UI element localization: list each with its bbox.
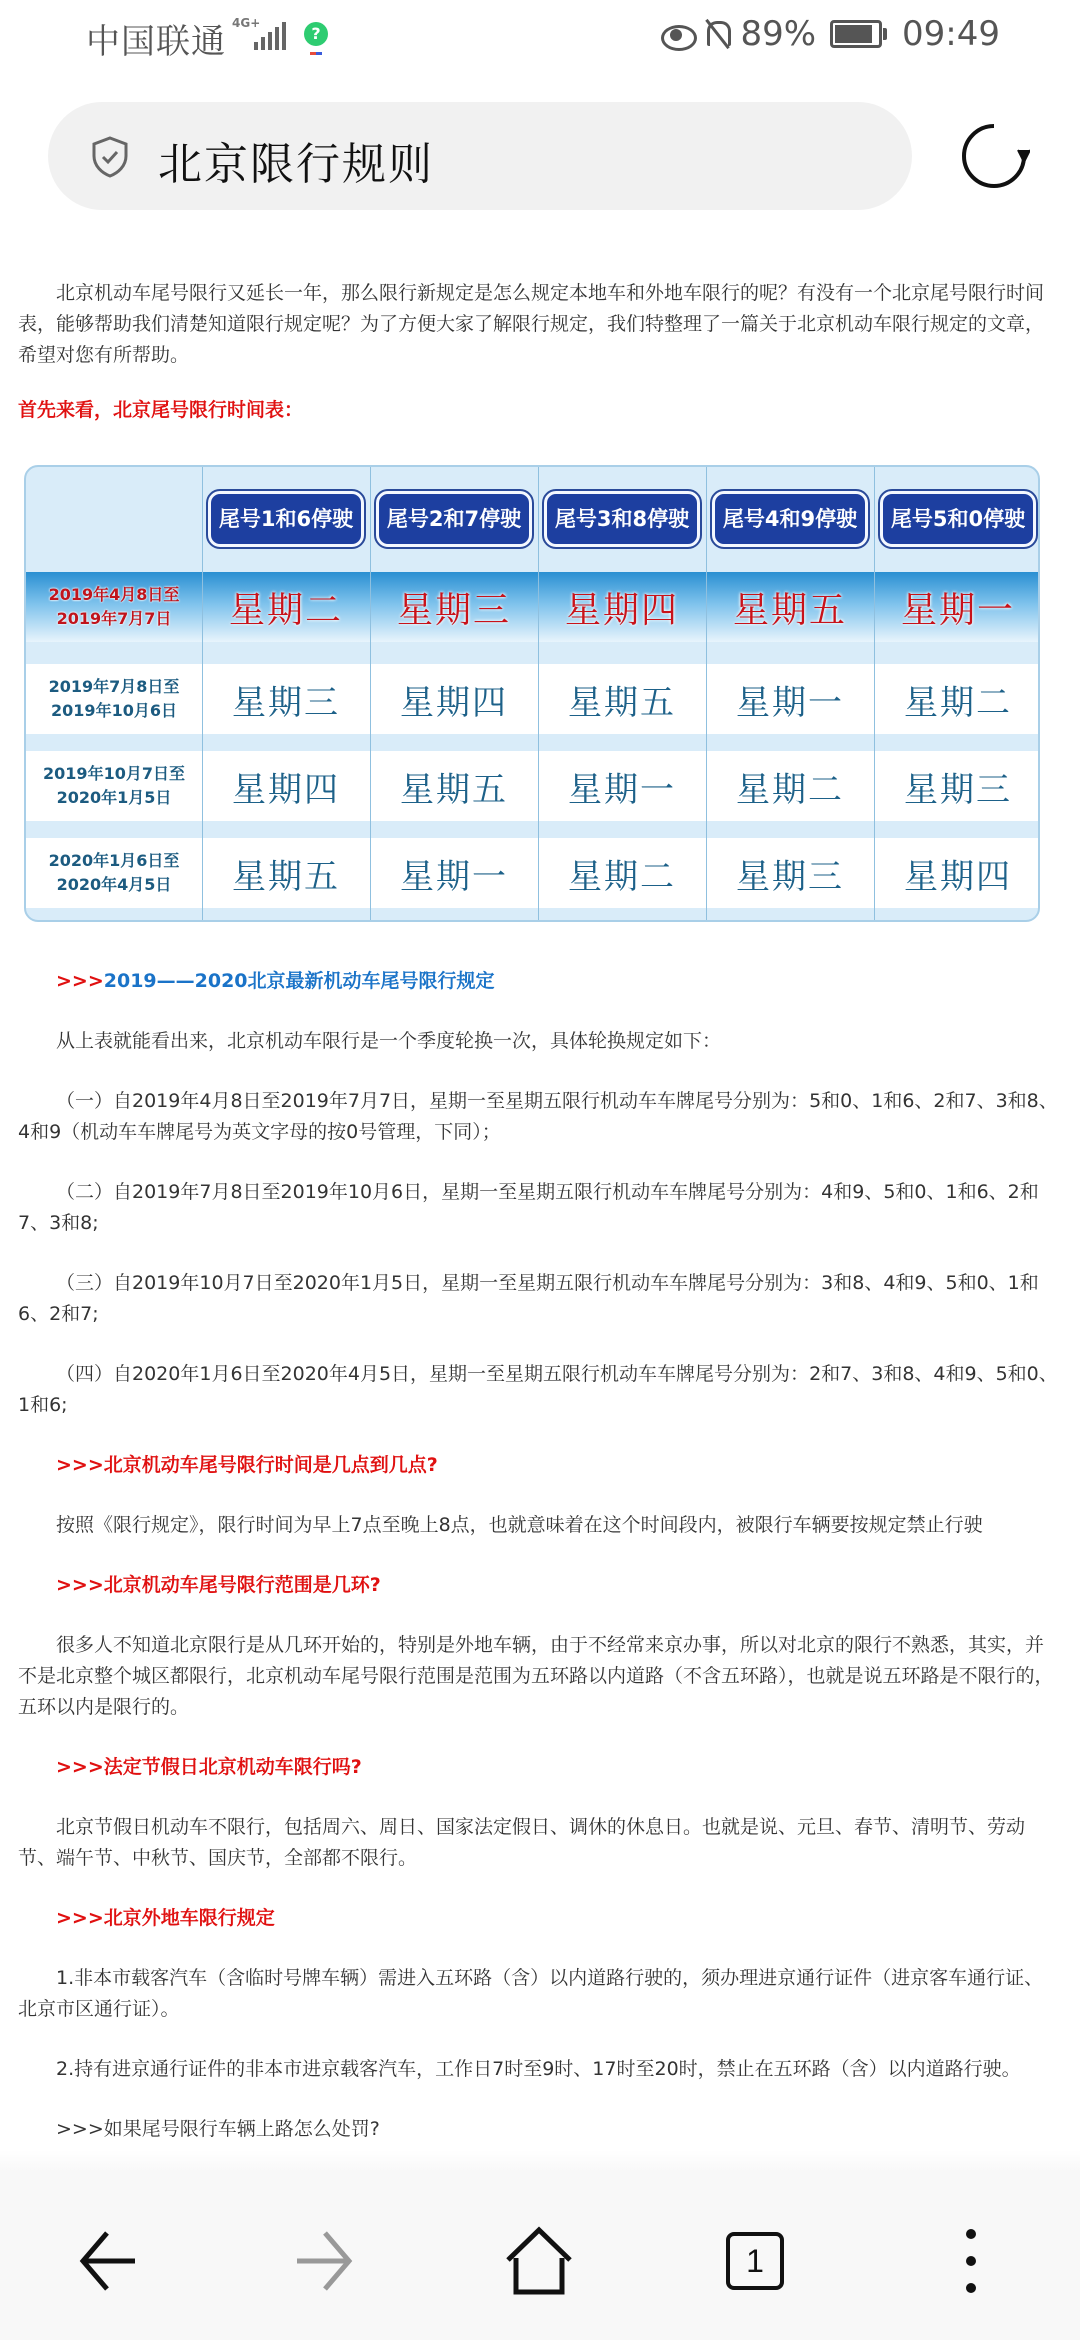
browser-bottom-nav: [0, 2172, 1080, 2340]
header-plate-5-0: 尾号5和0停驶: [880, 491, 1036, 547]
shield-check-icon: [90, 136, 130, 178]
forward-button[interactable]: [278, 2216, 368, 2306]
menu-button[interactable]: [926, 2216, 1016, 2306]
carrier-name: 中国联通: [86, 22, 226, 62]
home-icon: [504, 2226, 574, 2296]
arrow-left-icon: [77, 2229, 141, 2293]
restriction-schedule-table: [24, 465, 1040, 922]
day-cell: 星期一: [400, 856, 508, 897]
day-cell: 星期三: [904, 769, 1012, 810]
tabs-button[interactable]: [710, 2216, 800, 2306]
section-lead: 从上表就能看出来，北京机动车限行是一个季度轮换一次，具体轮换规定如下：: [56, 1030, 722, 1052]
back-button[interactable]: [64, 2216, 154, 2306]
section-body: 按照《限行规定》，限行时间为早上7点至晚上8点，也就意味着在这个时间段内，被限行车辆要按规定禁止行驶: [56, 1514, 983, 1536]
date-range: 2020年1月6日至 2020年4月5日: [48, 851, 180, 894]
battery-percent: 89%: [740, 14, 817, 54]
intro-paragraph: 北京机动车尾号限行又延长一年，那么限行新规定是怎么规定本地车和外地车限行的呢？有没有一个北京尾号限行时间表，能够帮助我们清楚知道限行规定呢？为了方便大家了解限行规定，我们特整理了一篇关于北京机动车限行规定的文章，希望对您有所帮助。: [18, 282, 1045, 366]
section-heading-holidays: >>>法定节假日北京机动车限行吗?: [56, 1756, 362, 1778]
rule-item: 1.非本市载客汽车（含临时号牌车辆）需进入五环路（含）以内道路行驶的，须办理进京通行证件（进京客车通行证、北京市区通行证）。: [18, 1967, 1044, 2020]
date-range: 2019年7月8日至 2019年10月6日: [48, 677, 180, 720]
rule-item: （三）自2019年10月7日至2020年1月5日，星期一至星期五限行机动车车牌尾号分别为：3和8、4和9、5和0、1和6、2和7;: [18, 1272, 1039, 1325]
section-heading-nonlocal: >>>北京外地车限行规定: [56, 1907, 275, 1929]
day-cell: 星期一: [900, 589, 1015, 631]
header-plate-1-6: 尾号1和6停驶: [208, 491, 364, 547]
table-row: [26, 664, 1040, 734]
day-cell: 星期四: [232, 769, 340, 810]
section-heading-latest-rules: >>>2019——2020北京最新机动车尾号限行规定: [56, 970, 495, 992]
date-range: 2019年4月8日至 2019年7月7日: [48, 585, 180, 628]
table-row: [26, 838, 1040, 908]
more-vertical-icon: [961, 2226, 981, 2296]
header-plate-3-8: 尾号3和8停驶: [544, 491, 700, 547]
signal-strength-icon: [232, 18, 292, 52]
section-heading-penalty: >>>如果尾号限行车辆上路怎么处罚?: [56, 2118, 380, 2140]
day-cell: 星期一: [568, 769, 676, 810]
battery-icon: [830, 20, 888, 48]
rule-item: 2.持有进京通行证件的非本市进京载客汽车，工作日7时至9时、17时至20时，禁止在五环路（含）以内道路行驶。: [56, 2058, 1021, 2080]
day-cell: 星期二: [568, 856, 676, 897]
rule-item: （一）自2019年4月8日至2019年7月7日，星期一至星期五限行机动车车牌尾号分别为：5和0、1和6、2和7、3和8、4和9（机动车车牌尾号为英文字母的按0号管理，下同）；: [18, 1090, 1058, 1143]
date-range: 2019年10月7日至 2020年1月5日: [43, 764, 185, 807]
article-content: [18, 278, 1062, 426]
day-cell: 星期三: [232, 682, 340, 723]
day-cell: 星期一: [736, 682, 844, 723]
day-cell: 星期四: [904, 856, 1012, 897]
section-heading-range: >>>北京机动车尾号限行范围是几环?: [56, 1574, 381, 1596]
eye-comfort-icon: [658, 19, 694, 49]
status-indicators: [658, 14, 1000, 54]
network-type: 4G+: [232, 16, 261, 30]
day-cell: 星期二: [228, 589, 343, 631]
day-cell: 星期五: [232, 856, 340, 897]
table-heading: 首先来看，北京尾号限行时间表：: [18, 399, 304, 421]
home-button[interactable]: [494, 2216, 584, 2306]
day-cell: 星期五: [732, 589, 847, 631]
status-bar: [0, 0, 1080, 72]
day-cell: 星期四: [564, 589, 679, 631]
section-body: 很多人不知道北京限行是从几环开始的，特别是外地车辆，由于不经常来京办事，所以对北京的限行不熟悉，其实，并不是北京整个城区都限行，北京机动车尾号限行范围是范围为五环路以内道路（不含五环路），也就是说五环路是不限行的，五环以内是限行的。: [18, 1634, 1054, 1718]
header-plate-4-9: 尾号4和9停驶: [712, 491, 868, 547]
refresh-icon[interactable]: [958, 120, 1030, 192]
day-cell: 星期二: [736, 769, 844, 810]
tab-count: 1: [726, 2232, 784, 2290]
arrow-right-icon: [291, 2229, 355, 2293]
mute-bell-icon: [702, 18, 732, 50]
day-cell: 星期二: [904, 682, 1012, 723]
day-cell: 星期三: [736, 856, 844, 897]
header-plate-2-7: 尾号2和7停驶: [376, 491, 532, 547]
rule-item: （二）自2019年7月8日至2019年10月6日，星期一至星期五限行机动车车牌尾号分别为：4和9、5和0、1和6、2和7、3和8;: [18, 1181, 1039, 1234]
section-heading-time: >>>北京机动车尾号限行时间是几点到几点?: [56, 1454, 438, 1476]
table-row: [26, 572, 1040, 642]
rule-item: （四）自2020年1月6日至2020年4月5日，星期一至星期五限行机动车车牌尾号分别为：2和7、3和8、4和9、5和0、1和6;: [18, 1363, 1058, 1416]
clock: 09:49: [902, 14, 1000, 54]
notification-question-icon: ?: [304, 22, 328, 46]
address-bar[interactable]: [48, 102, 912, 210]
day-cell: 星期五: [400, 769, 508, 810]
day-cell: 星期四: [400, 682, 508, 723]
search-query[interactable]: 北京限行规则: [158, 139, 434, 190]
day-cell: 星期三: [396, 589, 511, 631]
article-sections: [18, 966, 1062, 2205]
day-cell: 星期五: [568, 682, 676, 723]
table-row: [26, 751, 1040, 821]
section-body: 北京节假日机动车不限行，包括周六、周日、国家法定假日、调休的休息日。也就是说、元旦、春节、清明节、劳动节、端午节、中秋节、国庆节，全部都不限行。: [18, 1816, 1026, 1869]
